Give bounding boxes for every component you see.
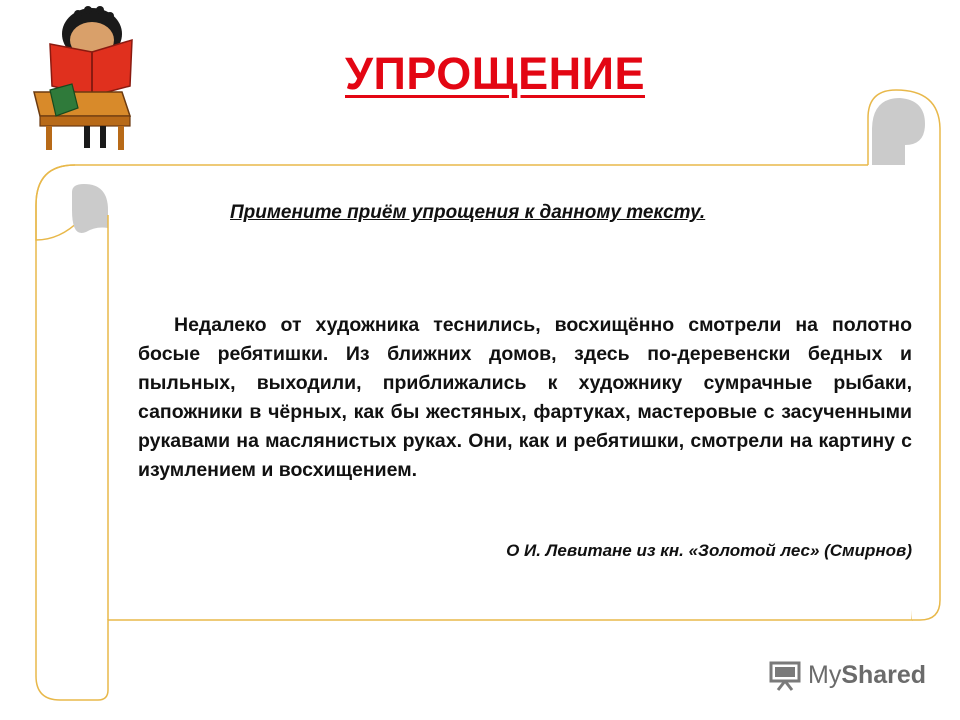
myshared-logo (768, 656, 926, 694)
task-instruction: Примените приём упрощения к данному тексту. (230, 202, 706, 223)
presentation-icon (768, 658, 802, 692)
logo-my: My (808, 660, 842, 689)
logo-shared: Shared (841, 660, 927, 689)
slide-title: УПРОЩЕНИЕ (345, 48, 645, 99)
source-citation: О И. Левитане из кн. «Золотой лес» (Смирнов) (506, 541, 912, 560)
source-paragraph: Недалеко от художника теснились, восхищённо смотрели на полотно босые ребятишки. Из ближних домов, здесь по-деревенски бедных и пыльных, выходили, приближались к художнику сумрачные рыбаки, сапожники в чёрных, как бы жестяных, фартуках, мастеровые с засученными рукавами на маслянистых руках. Они, как и ребятишки, смотрели на картину с изумлением и восхищением. (138, 314, 912, 481)
